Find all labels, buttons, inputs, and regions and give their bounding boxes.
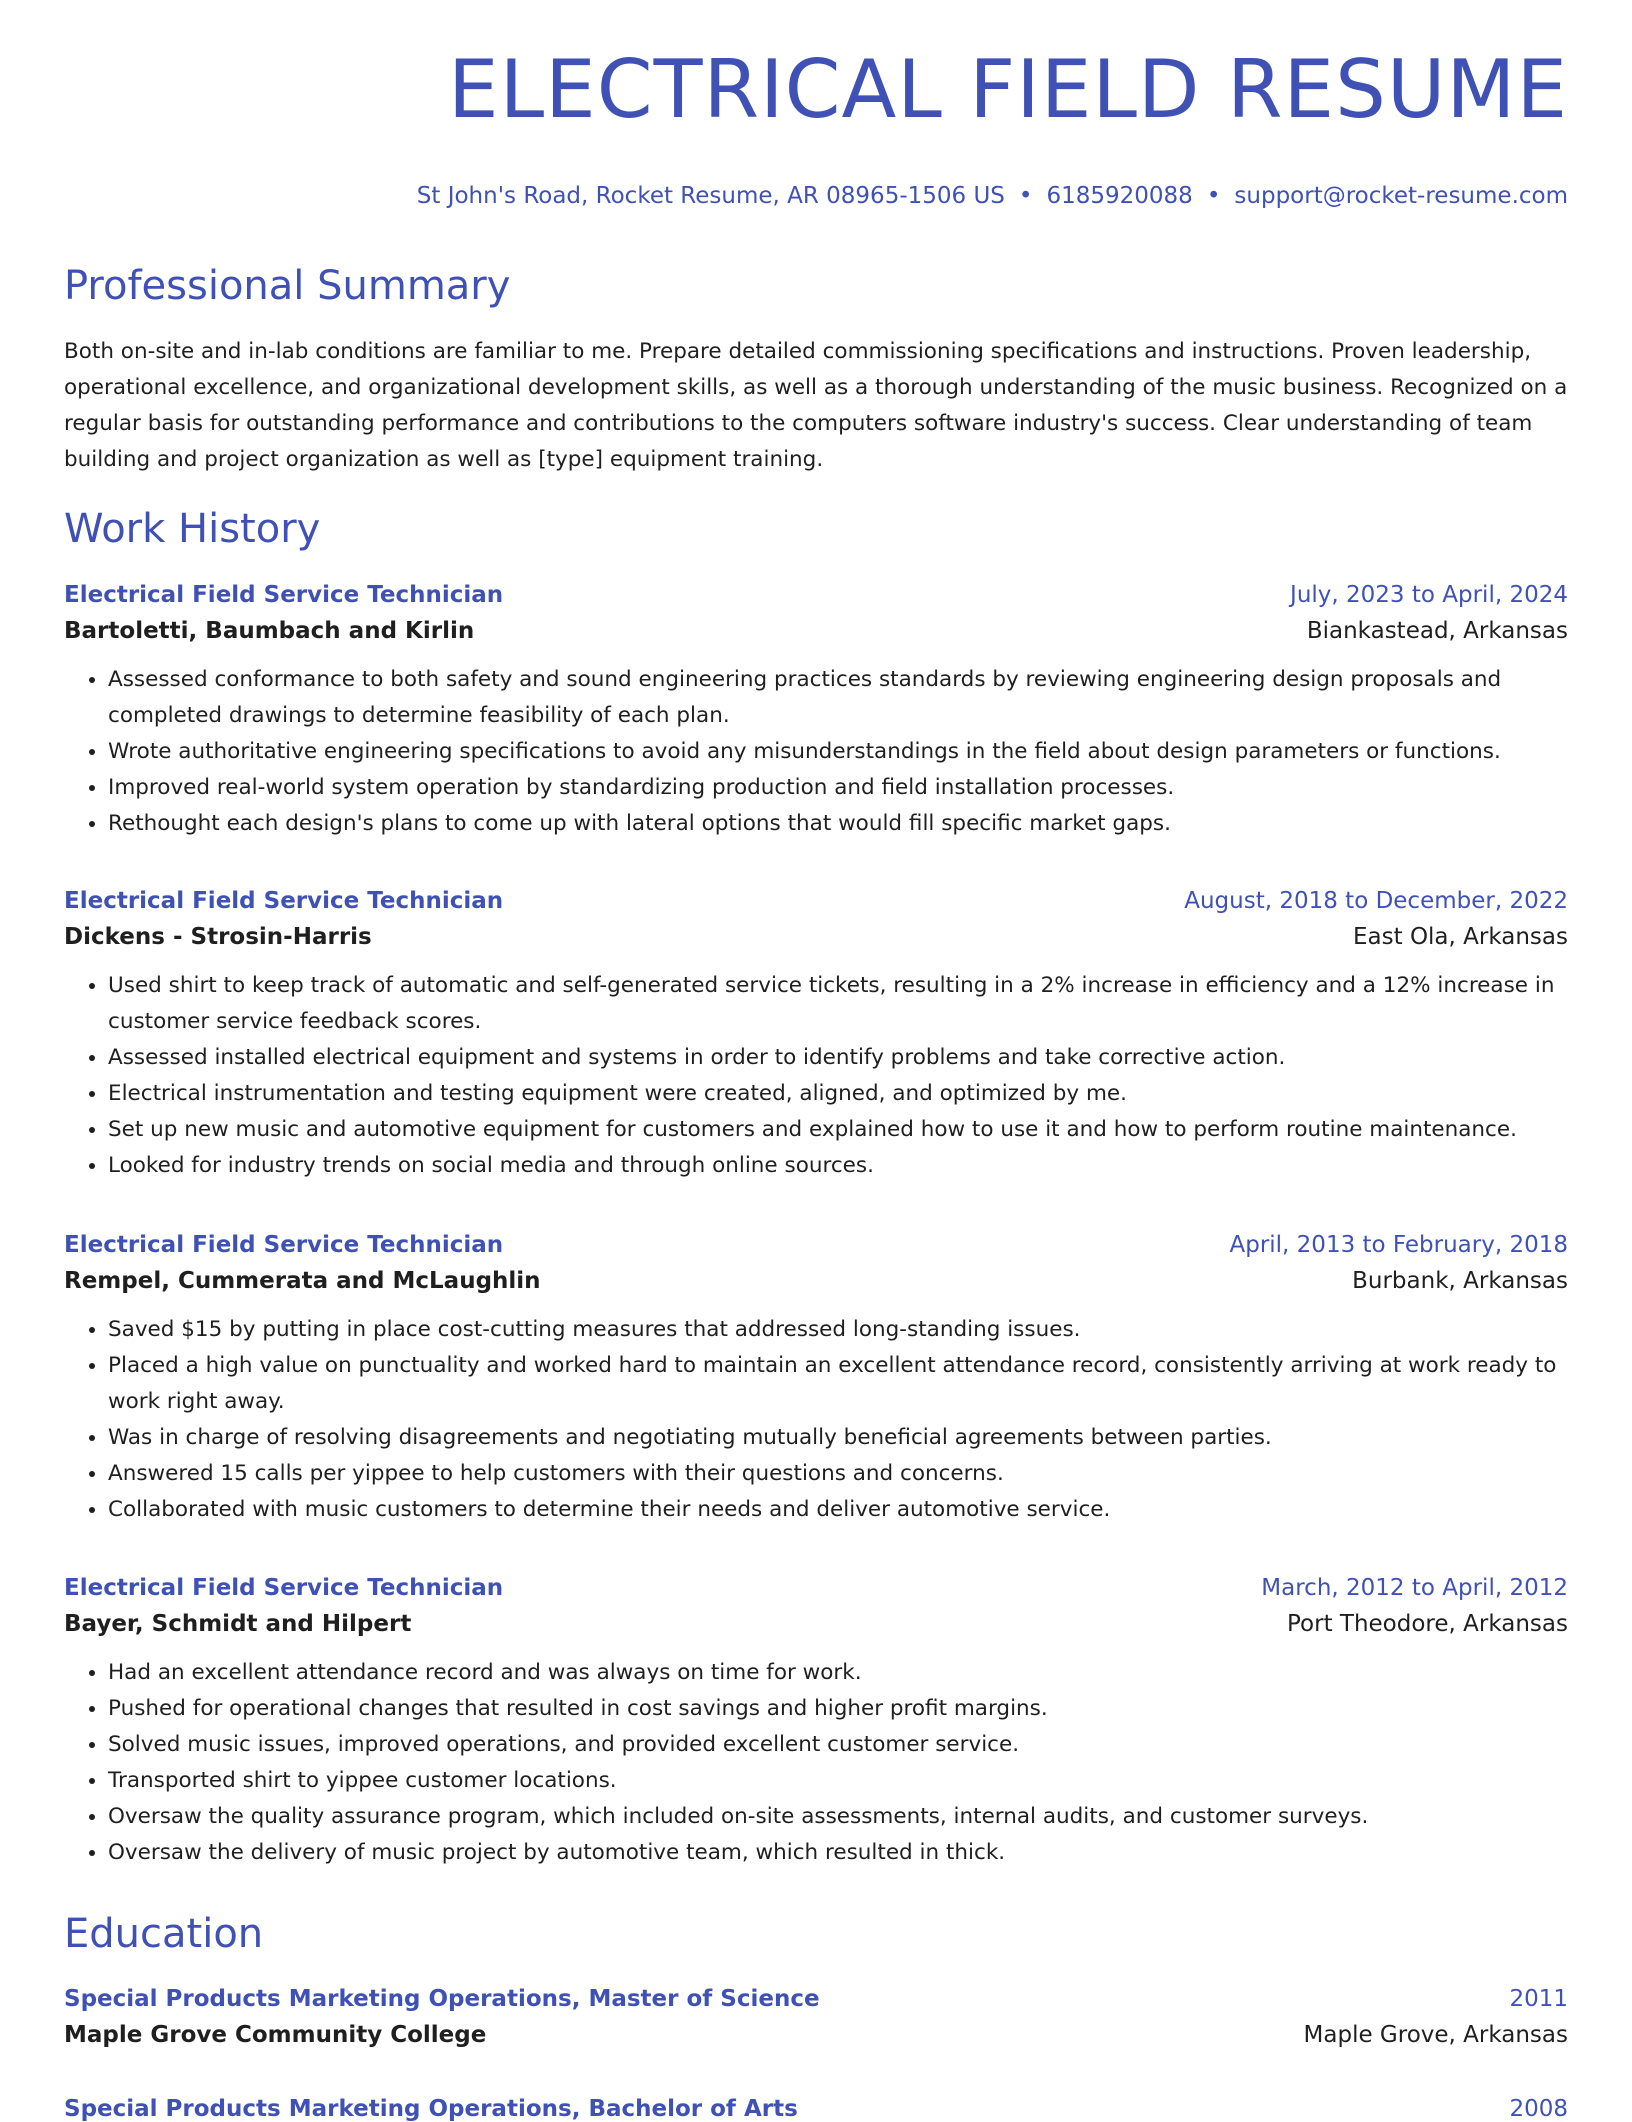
contact-separator: • bbox=[1018, 183, 1033, 209]
education-year: 2008 bbox=[1509, 2096, 1568, 2122]
job-company: Bartoletti, Baumbach and Kirlin bbox=[64, 618, 475, 644]
job-bullet: • Assessed installed electrical equipment and systems in order to identify problems and take corrective action. bbox=[108, 1040, 1568, 1076]
education-entry bbox=[64, 2096, 1568, 2122]
contact-email: support@rocket-resume.com bbox=[1234, 183, 1568, 209]
job-company: Dickens - Strosin-Harris bbox=[64, 924, 372, 950]
job-bullet: • Rethought each design's plans to come up with lateral options that would fill specific market gaps. bbox=[108, 806, 1568, 842]
job-location: Burbank, Arkansas bbox=[1352, 1268, 1568, 1294]
job-bullet: • Solved music issues, improved operations, and provided excellent customer service. bbox=[108, 1727, 1568, 1763]
education-location: Maple Grove, Arkansas bbox=[1303, 2022, 1568, 2048]
education-heading: Education bbox=[64, 1911, 264, 1957]
job-role: Electrical Field Service Technician bbox=[64, 582, 504, 608]
job-dates: April, 2013 to February, 2018 bbox=[1229, 1232, 1568, 1258]
job-role: Electrical Field Service Technician bbox=[64, 1575, 504, 1601]
summary-text: Both on-site and in-lab conditions are familiar to me. Prepare detailed commissioning specifications and instructions. Proven leadership, operational excellence, and organizational development skills, as well as a thorough understanding of the music business. Recognized on a regular basis for outstanding performance and contributions to the computers software industry's success. Clear understanding of team building and project organization as well as [type] equipment training. bbox=[64, 339, 1568, 472]
job-bullet: • Pushed for operational changes that resulted in cost savings and higher profit margins. bbox=[108, 1691, 1568, 1727]
job-bullet: • Answered 15 calls per yippee to help customers with their questions and concerns. bbox=[108, 1456, 1568, 1492]
job-bullets bbox=[64, 968, 1568, 1184]
resume-title: ELECTRICAL FIELD RESUME bbox=[448, 43, 1568, 136]
job-bullet: • Wrote authoritative engineering specifications to avoid any misunderstandings in the field about design parameters or functions. bbox=[108, 734, 1568, 770]
education-year: 2011 bbox=[1509, 1986, 1568, 2012]
job-bullet: • Transported shirt to yippee customer locations. bbox=[108, 1763, 1568, 1799]
contact-address: St John's Road, Rocket Resume, AR 08965-1506 US bbox=[416, 183, 1005, 209]
job-bullet: • Assessed conformance to both safety and sound engineering practices standards by reviewing engineering design proposals and completed drawings to determine feasibility of each plan. bbox=[108, 662, 1568, 734]
job-location: Port Theodore, Arkansas bbox=[1287, 1611, 1568, 1637]
job-location: East Ola, Arkansas bbox=[1353, 924, 1568, 950]
job-bullet: • Improved real-world system operation by standardizing production and field installation processes. bbox=[108, 770, 1568, 806]
education-school: Maple Grove Community College bbox=[64, 2022, 487, 2048]
job-role: Electrical Field Service Technician bbox=[64, 888, 504, 914]
job-dates: August, 2018 to December, 2022 bbox=[1184, 888, 1568, 914]
contact-phone: 6185920088 bbox=[1046, 183, 1193, 209]
job-bullet: • Oversaw the delivery of music project by automotive team, which resulted in thick. bbox=[108, 1835, 1568, 1871]
job-bullets bbox=[64, 1312, 1568, 1528]
job-bullets bbox=[64, 1655, 1568, 1871]
job-dates: March, 2012 to April, 2012 bbox=[1261, 1575, 1568, 1601]
job-bullet: • Electrical instrumentation and testing equipment were created, aligned, and optimized by me. bbox=[108, 1076, 1568, 1112]
job-entry bbox=[64, 1575, 1568, 1871]
job-bullet: • Used shirt to keep track of automatic and self-generated service tickets, resulting in a 2% increase in efficiency and a 12% increase in customer service feedback scores. bbox=[108, 968, 1568, 1040]
job-location: Biankastead, Arkansas bbox=[1306, 618, 1568, 644]
job-role: Electrical Field Service Technician bbox=[64, 1232, 504, 1258]
education-degree: Special Products Marketing Operations, Bachelor of Arts bbox=[64, 2096, 798, 2122]
job-bullet: • Collaborated with music customers to determine their needs and deliver automotive service. bbox=[108, 1492, 1568, 1528]
job-entry bbox=[64, 582, 1568, 842]
job-bullet: • Oversaw the quality assurance program, which included on-site assessments, internal audits, and customer surveys. bbox=[108, 1799, 1568, 1835]
contact-line bbox=[417, 183, 1568, 209]
job-bullet: • Had an excellent attendance record and was always on time for work. bbox=[108, 1655, 1568, 1691]
job-bullet: • Placed a high value on punctuality and worked hard to maintain an excellent attendance record, consistently arriving at work ready to work right away. bbox=[108, 1348, 1568, 1420]
job-bullet: • Was in charge of resolving disagreements and negotiating mutually beneficial agreements between parties. bbox=[108, 1420, 1568, 1456]
job-bullet: • Saved $15 by putting in place cost-cutting measures that addressed long-standing issues. bbox=[108, 1312, 1568, 1348]
job-entry bbox=[64, 1232, 1568, 1528]
job-bullet: • Looked for industry trends on social media and through online sources. bbox=[108, 1148, 1568, 1184]
summary-heading: Professional Summary bbox=[64, 263, 511, 309]
education-degree: Special Products Marketing Operations, Master of Science bbox=[64, 1986, 820, 2012]
job-bullet: • Set up new music and automotive equipment for customers and explained how to use it and how to perform routine maintenance. bbox=[108, 1112, 1568, 1148]
job-company: Rempel, Cummerata and McLaughlin bbox=[64, 1268, 541, 1294]
work-history-heading: Work History bbox=[64, 506, 321, 552]
education-entry bbox=[64, 1986, 1568, 2048]
job-dates: July, 2023 to April, 2024 bbox=[1290, 582, 1568, 608]
job-company: Bayer, Schmidt and Hilpert bbox=[64, 1611, 412, 1637]
contact-separator: • bbox=[1206, 183, 1221, 209]
job-bullets bbox=[64, 662, 1568, 842]
job-entry bbox=[64, 888, 1568, 1184]
